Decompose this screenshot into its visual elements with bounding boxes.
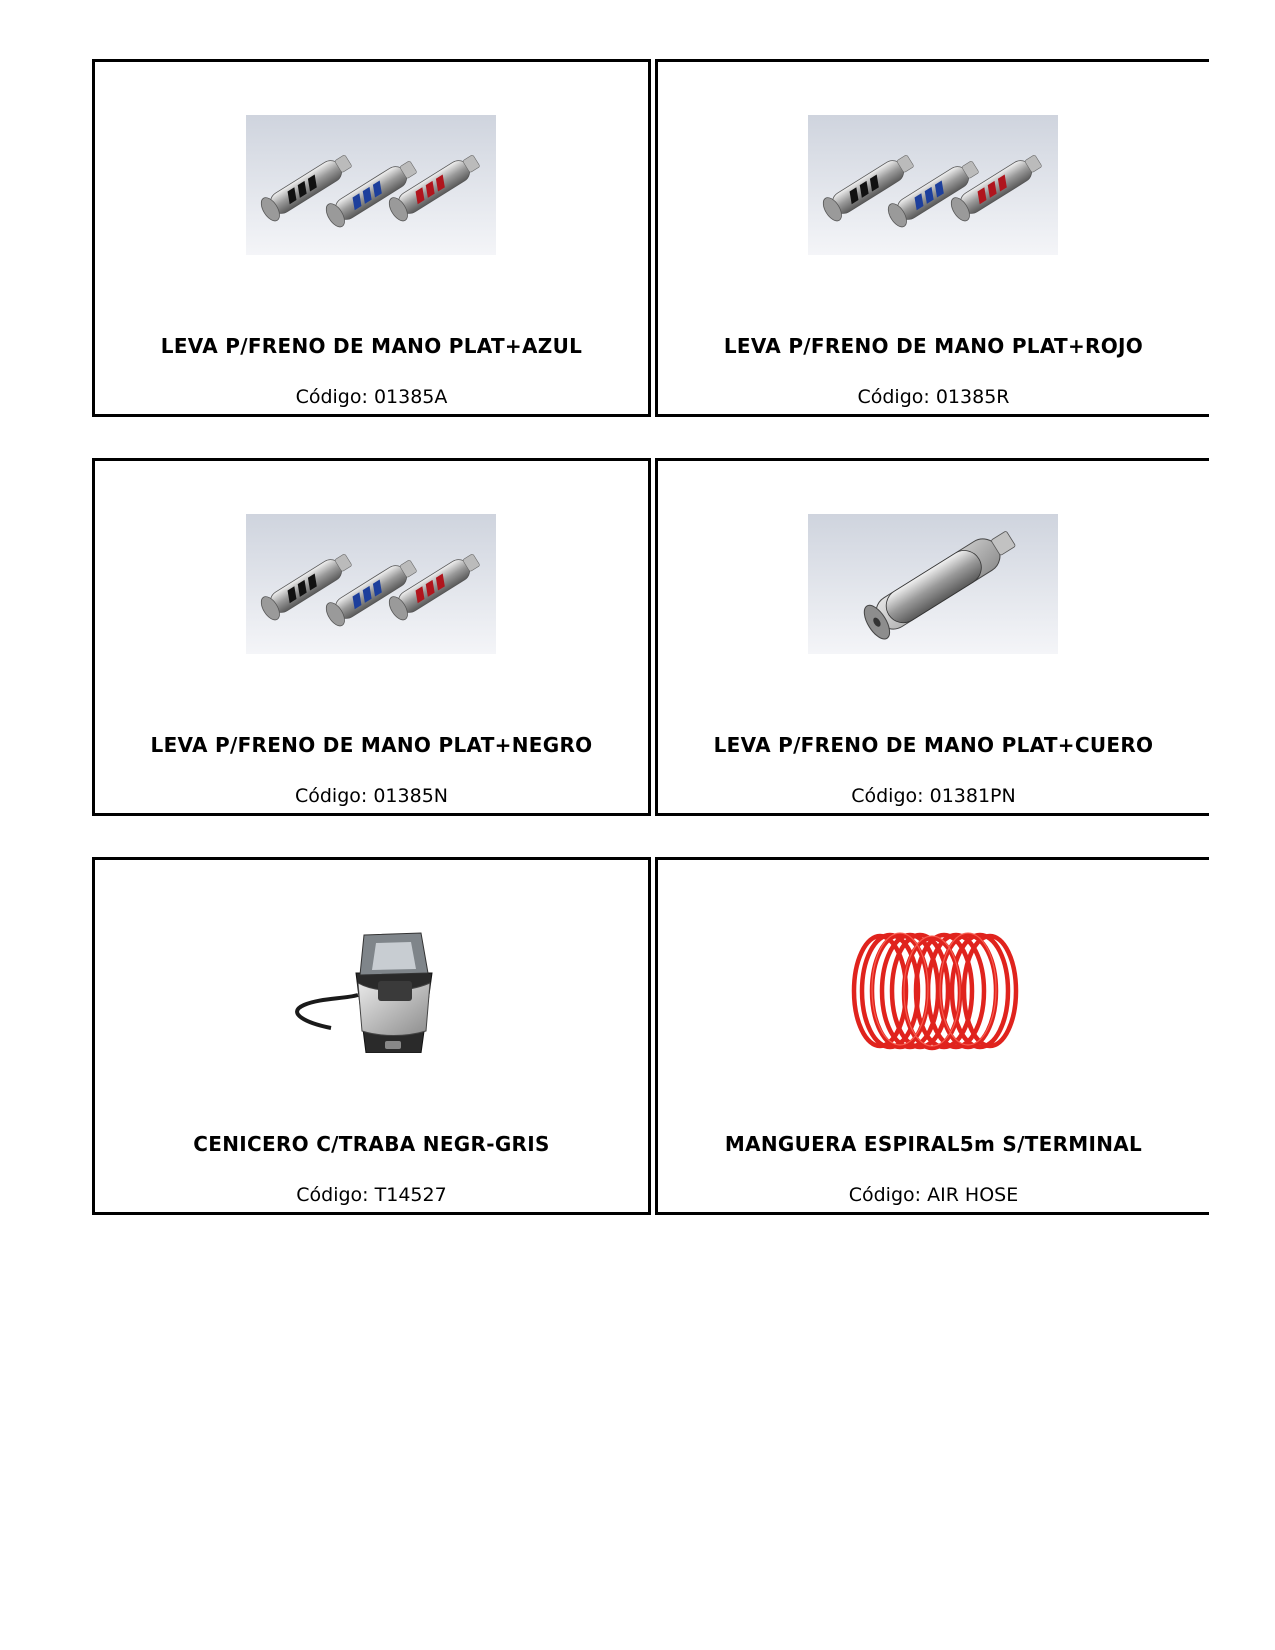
product-code xyxy=(658,386,1209,408)
product-name: LEVA P/FRENO DE MANO PLAT+AZUL xyxy=(160,334,583,358)
product-image xyxy=(808,514,1058,654)
code-value: 01385A xyxy=(373,386,448,408)
code-label: Código: xyxy=(857,386,930,408)
product-row xyxy=(92,458,1209,816)
product-row xyxy=(92,59,1209,417)
product-image xyxy=(808,913,1058,1053)
code-value: AIR HOSE xyxy=(927,1184,1019,1206)
product-card xyxy=(92,857,651,1215)
code-value: T14527 xyxy=(374,1184,447,1206)
product-card xyxy=(92,59,651,417)
code-label: Código: xyxy=(294,785,368,807)
code-label: Código: xyxy=(851,785,924,807)
product-code xyxy=(658,1184,1209,1206)
product-name: LEVA P/FRENO DE MANO PLAT+ROJO xyxy=(723,334,1144,358)
code-value: 01381PN xyxy=(929,785,1016,807)
code-value: 01385N xyxy=(373,785,448,807)
product-name: MANGUERA ESPIRAL5m S/TERMINAL xyxy=(724,1132,1143,1156)
product-card xyxy=(92,458,651,816)
product-grid xyxy=(92,59,1209,1256)
product-row xyxy=(92,857,1209,1215)
product-code xyxy=(658,785,1209,807)
product-image xyxy=(246,514,496,654)
code-label: Código: xyxy=(296,1184,369,1206)
product-card xyxy=(655,458,1209,816)
product-card xyxy=(655,59,1209,417)
product-card xyxy=(655,857,1209,1215)
product-name: LEVA P/FRENO DE MANO PLAT+CUERO xyxy=(713,733,1154,757)
code-label: Código: xyxy=(848,1184,922,1206)
product-code xyxy=(95,785,648,807)
product-code xyxy=(95,386,648,408)
product-image xyxy=(808,115,1058,255)
product-name: CENICERO C/TRABA NEGR-GRIS xyxy=(193,1132,550,1156)
product-image xyxy=(246,913,496,1053)
product-name: LEVA P/FRENO DE MANO PLAT+NEGRO xyxy=(150,733,593,757)
product-code xyxy=(95,1184,648,1206)
product-image xyxy=(246,115,496,255)
code-value: 01385R xyxy=(935,386,1010,408)
code-label: Código: xyxy=(295,386,368,408)
